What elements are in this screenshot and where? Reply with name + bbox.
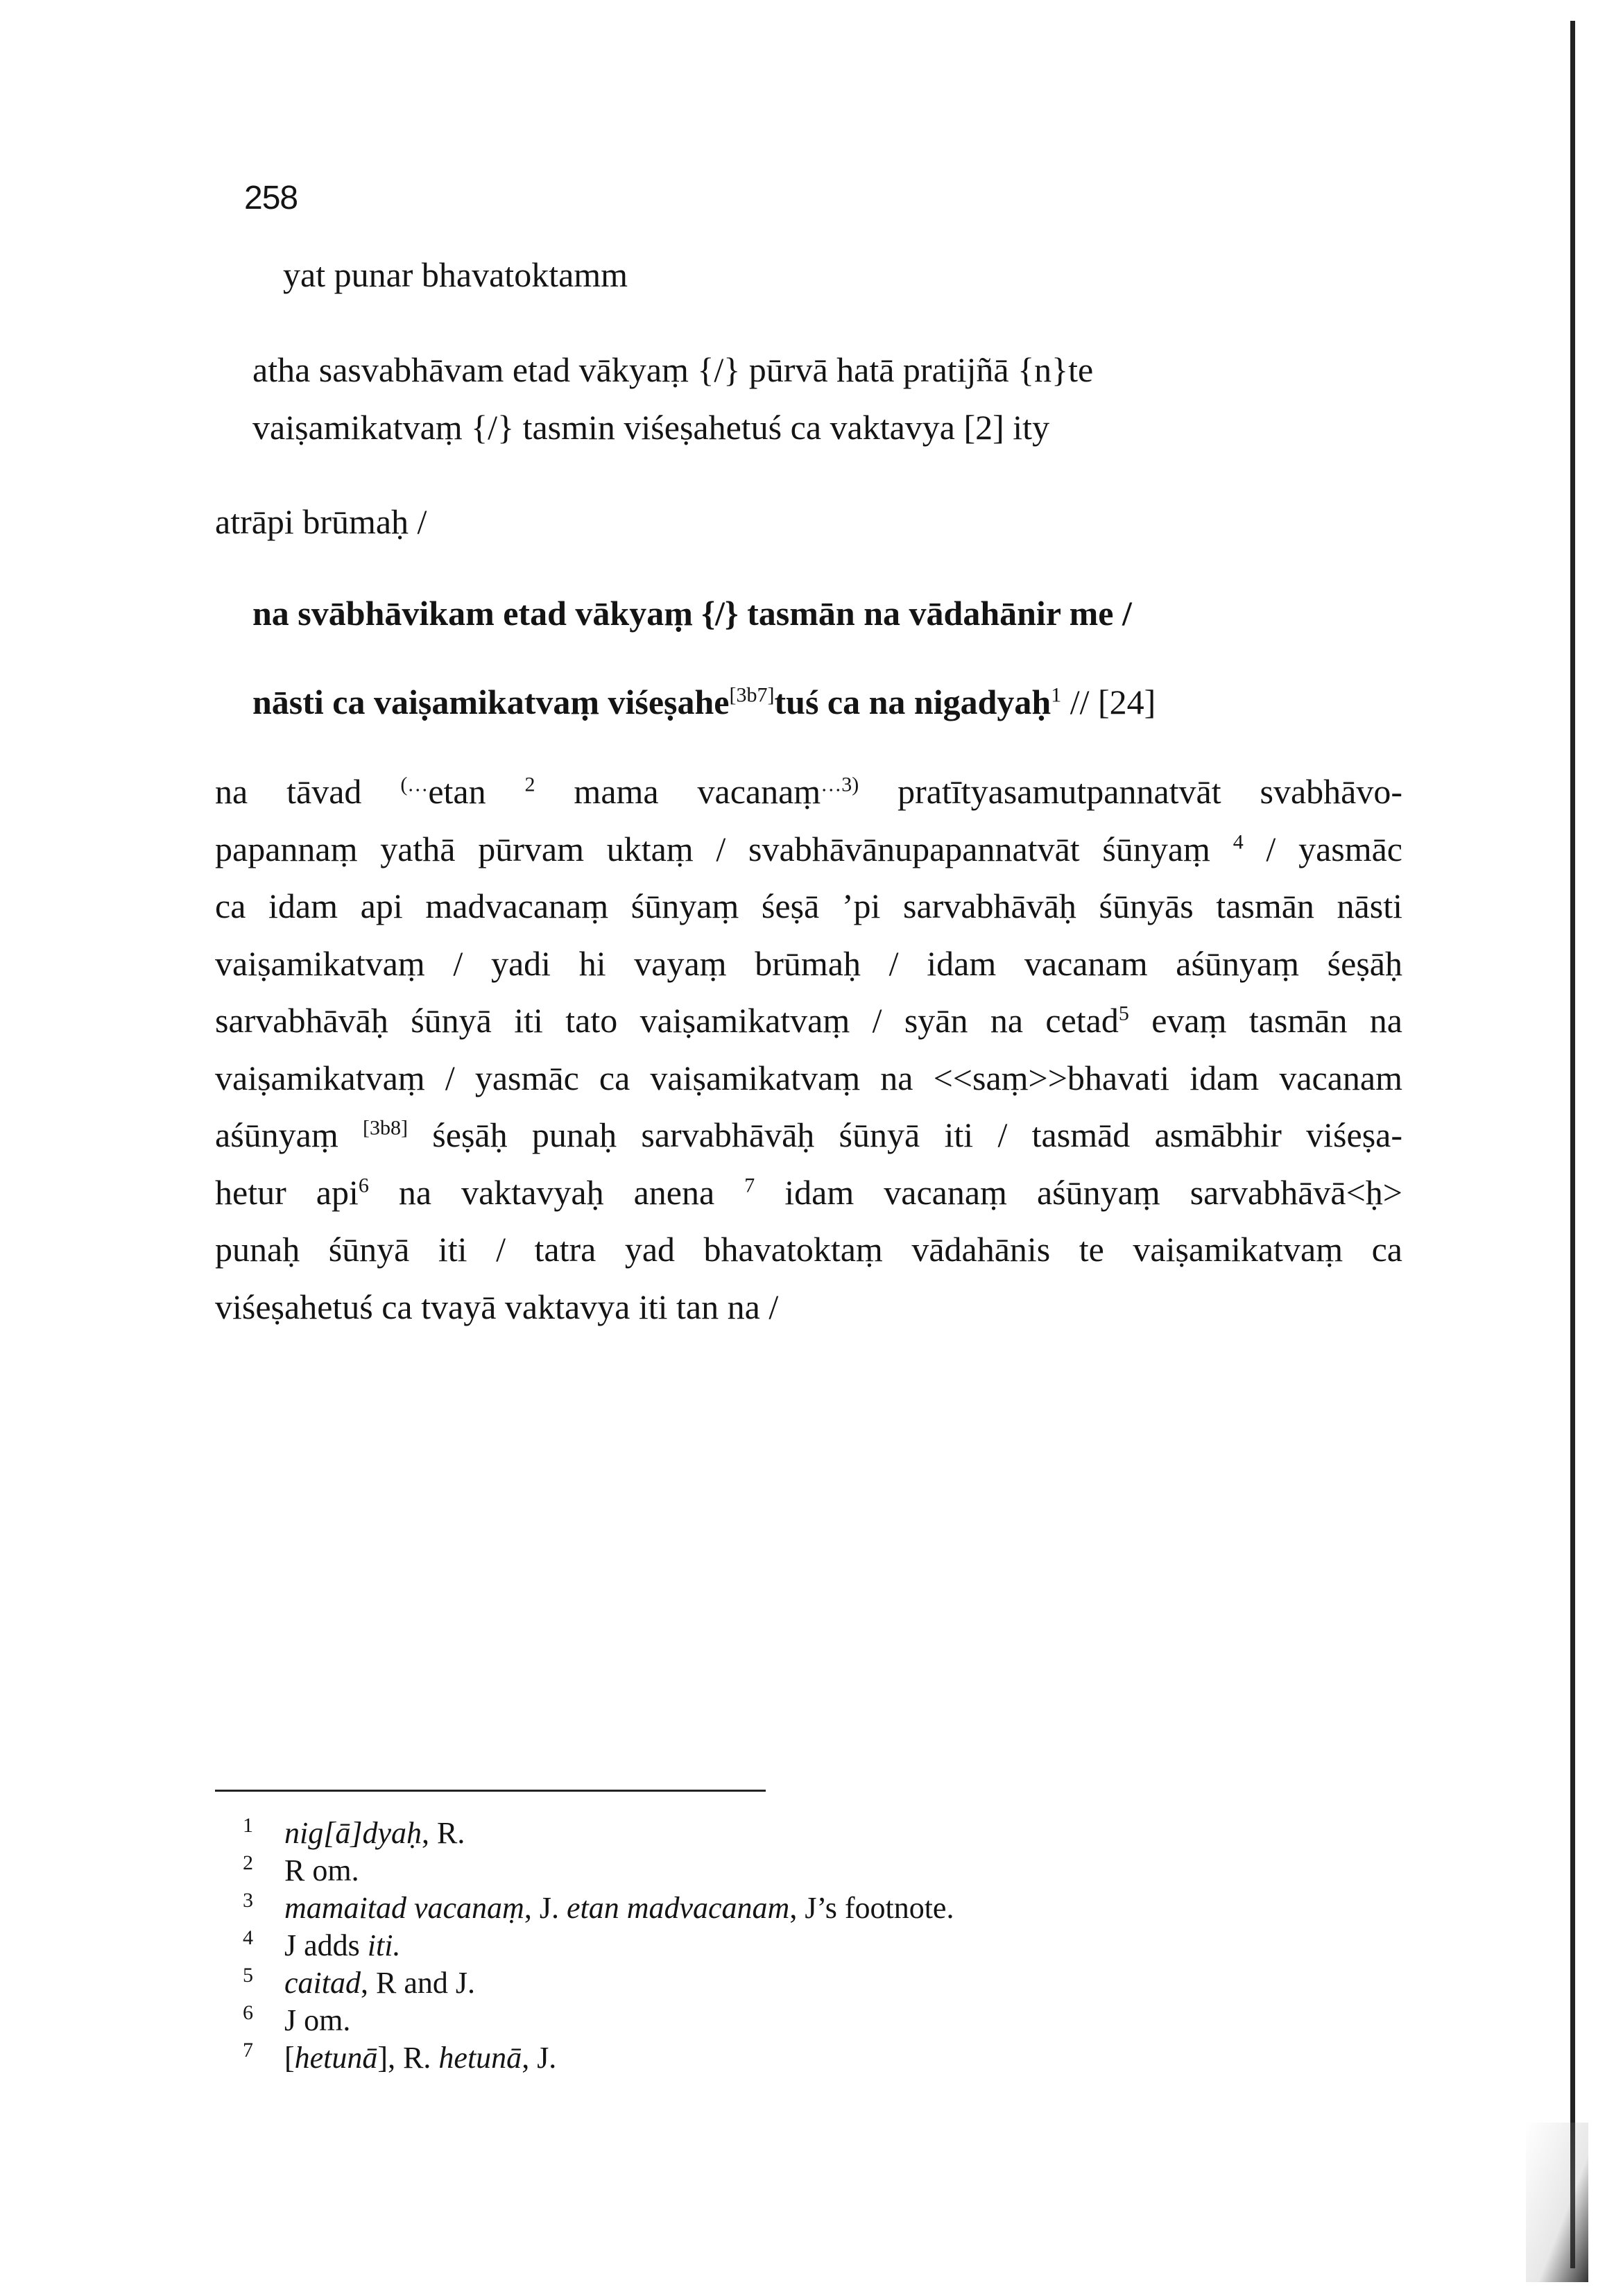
verse-line-2-text-a: nāsti ca vaiṣamikatvaṃ viśeṣahe [252,683,730,721]
footnote-marker: …3) [821,773,859,796]
footnote-marker: [3b8] [363,1116,409,1140]
footnote-italic-text: hetunā [294,2041,378,2075]
footnote-marker: 4 [1233,830,1244,853]
footnote-italic-text: iti. [367,1928,401,1962]
intro-quote: yat punar bhavatoktamm [283,255,628,294]
footnote: 4 J adds iti. [243,1926,401,1962]
commentary-line: papannaṃ yathā pūrvam uktaṃ / svabhāvānupapannatvāt śūnyaṃ $^4$ / yasmāc [215,829,1402,868]
footnote-marker: 7 [744,1173,755,1197]
verse-number: // [24] [1061,683,1156,721]
reply-intro: atrāpi brūmaḥ / [215,502,427,541]
footnote-italic-text: mamaitad vacanaṃ [284,1891,524,1925]
commentary-line: aśūnyaṃ [3b8] śeṣāḥ punaḥ sarvabhāvāḥ śūnyā iti / tasmād asmābhir viśeṣa- [215,1115,1402,1154]
footnote-marker: 6 [358,1173,369,1197]
verse-line-2 [252,681,1156,723]
commentary-line: sarvabhāvāḥ śūnyā iti tato vaiṣamikatvaṃ / syān na cetad$^5$ evaṃ tasmān na [215,1001,1402,1040]
commentary-paragraph [215,763,1402,1335]
footnote: 3 mamaitad vacanaṃ, J. etan madvacanam, J’s footnote. [243,1889,954,1925]
footnote: 6 J om. [243,2001,351,2037]
page-curl-shadow [1526,2123,1588,2282]
folio-reference: [3b7] [729,683,775,707]
footnote-italic-text: etan madvacanam [566,1891,790,1925]
verse-line-1: na svābhāvikam etad vākyaṃ {/} tasmān na vādahānir me / [252,594,1132,633]
commentary-line: viśeṣahetuś ca tvayā vaktavya iti tan na / [215,1287,779,1326]
footnote-italic-text: caitad [284,1966,361,2000]
commentary-line: vaiṣamikatvaṃ / yadi hi vayaṃ brūmaḥ / idam vacanam aśūnyaṃ śeṣāḥ [215,943,1402,983]
footnote-rule [215,1790,766,1792]
footnote-marker: 2 [524,773,535,796]
footnote-italic-text: nig[ā]dyaḥ [284,1816,422,1850]
objection-line-1: atha sasvabhāvam etad vākyaṃ {/} pūrvā hatā pratijñā {n}te [252,350,1094,389]
footnote: 2 R om. [243,1851,359,1887]
footnote: 5 caitad, R and J. [243,1964,475,2000]
footnote: 7 [hetunā], R. hetunā, J. [243,2039,557,2075]
verse-line-2-text-b: tuś ca na nigadyaḥ [774,683,1051,721]
commentary-line: ca idam api madvacanaṃ śūnyaṃ śeṣā ’pi sarvabhāvāḥ śūnyās tasmān nāsti [215,886,1402,925]
commentary-line: punaḥ śūnyā iti / tatra yad bhavatoktaṃ vādahānis te vaiṣamikatvaṃ ca [215,1230,1402,1269]
footnote-marker: 1 [1051,683,1062,707]
commentary-line: vaiṣamikatvaṃ / yasmāc ca vaiṣamikatvaṃ na <<saṃ>>bhavati idam vacanam [215,1058,1402,1097]
footnote: 1 nig[ā]dyaḥ, R. [243,1814,465,1850]
footnote-marker: 5 [1118,1002,1129,1025]
footnote-marker: (… [400,773,429,796]
footnote-italic-text: hetunā [438,2041,522,2075]
objection-line-2: vaiṣamikatvaṃ {/} tasmin viśeṣahetuś ca vaktavya [2] ity [252,408,1050,447]
commentary-line: hetur api$^6$ na vaktavyaḥ anena $^7$ idam vacanaṃ aśūnyaṃ sarvabhāvā<ḥ> [215,1172,1402,1212]
commentary-line: na tāvad (…etan $^2$ mama vacanaṃ$^{\dots 3)}$ pratītyasamutpannatvāt svabhāvo- [215,772,1403,811]
page-number: 258 [244,180,298,216]
page-edge [1570,21,1575,2268]
